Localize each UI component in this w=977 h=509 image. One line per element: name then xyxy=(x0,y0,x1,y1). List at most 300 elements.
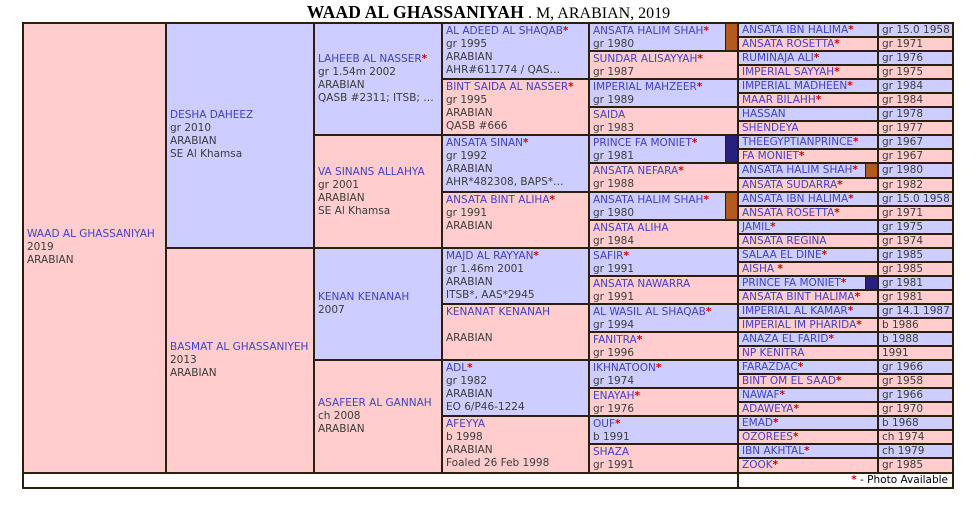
year-cell xyxy=(878,37,953,51)
photo-available-star: * xyxy=(623,249,629,262)
horse-detail: gr 1991 xyxy=(446,206,488,219)
horse-detail: ARABIAN xyxy=(318,191,365,204)
horse-name-link[interactable]: RUMINAJA ALI* xyxy=(742,52,820,65)
pedigree-cell-gen6 xyxy=(738,93,878,107)
horse-name-link[interactable]: ANSATA ROSETTA* xyxy=(742,38,840,51)
horse-detail: gr 1.54m 2002 xyxy=(318,66,396,79)
horse-name-link[interactable]: AL WASIL AL SHAQAB* xyxy=(593,305,712,318)
horse-year: gr 15.0 1958 xyxy=(882,24,950,37)
photo-available-star: * xyxy=(568,81,574,94)
pedigree-cell-gen6 xyxy=(738,23,878,37)
horse-detail: 2007 xyxy=(318,303,345,316)
horse-name-link[interactable]: IMPERIAL MADHEEN* xyxy=(742,80,853,93)
horse-detail: b 1998 xyxy=(446,431,483,444)
photo-available-star: * xyxy=(697,53,703,66)
horse-name-link[interactable]: AFEYYA xyxy=(446,418,486,431)
pedigree-cell-gen6 xyxy=(738,416,878,430)
horse-detail: ARABIAN xyxy=(446,51,493,63)
horse-detail: 2019 xyxy=(27,241,54,254)
horse-name-link[interactable]: ANSATA NEFARA* xyxy=(593,165,684,178)
footer-note-text: - Photo Available xyxy=(856,474,948,486)
horse-name-link[interactable]: WAAD AL GHASSANIYAH xyxy=(27,228,155,241)
pedigree-cell-gen5 xyxy=(589,332,738,360)
photo-available-star: * xyxy=(834,66,840,79)
horse-name-link[interactable]: ENAYAH* xyxy=(593,390,641,403)
pedigree-cell-gen6 xyxy=(738,65,878,79)
pedigree-cell-gen5 xyxy=(589,388,738,416)
horse-detail: ARABIAN xyxy=(446,163,493,176)
photo-available-star: * xyxy=(854,290,861,303)
photo-available-star: * xyxy=(837,178,843,191)
photo-available-star: * xyxy=(779,389,785,402)
horse-year: ch 1979 xyxy=(882,445,925,458)
horse-name-link[interactable]: PRINCE FA MONIET* xyxy=(742,276,847,289)
photo-available-star: * xyxy=(792,431,799,444)
horse-detail: ARABIAN xyxy=(446,219,493,232)
horse-name-link[interactable]: SAIDA xyxy=(593,109,626,122)
horse-year: gr 1985 xyxy=(882,459,924,472)
photo-available-star: * xyxy=(847,304,854,317)
pedigree-cell-gen6 xyxy=(738,178,878,192)
pedigree-cell-gen3 xyxy=(314,248,442,360)
photo-available-star: * xyxy=(770,220,776,233)
year-cell xyxy=(878,178,953,192)
year-cell xyxy=(878,416,953,430)
pedigree-cell-gen4 xyxy=(442,304,589,360)
photo-available-star: * xyxy=(848,24,854,37)
pedigree-cell-gen6 xyxy=(738,220,878,234)
horse-year: gr 1982 xyxy=(882,178,924,191)
horse-name-link[interactable]: ANSATA BINT ALIHA* xyxy=(446,193,555,206)
year-cell xyxy=(878,220,953,234)
year-cell xyxy=(878,163,953,177)
pedigree-cell-gen6 xyxy=(738,262,878,276)
horse-detail: ARABIAN xyxy=(318,79,365,92)
horse-year: gr 1966 xyxy=(882,361,924,374)
pedigree-cell-gen6 xyxy=(738,458,878,472)
horse-year: gr 1984 xyxy=(882,80,924,93)
photo-available-star: * xyxy=(813,52,820,65)
photo-available-star: * xyxy=(856,319,862,331)
photo-available-star: * xyxy=(703,193,709,206)
horse-name-link[interactable]: LAHEEB AL NASSER* xyxy=(318,53,428,66)
horse-name-link[interactable]: BINT OM EL SAAD* xyxy=(742,375,842,388)
horse-detail: SE Al Khamsa xyxy=(170,148,243,161)
horse-detail: gr 1995 xyxy=(446,38,488,50)
photo-available-star: * xyxy=(836,375,842,388)
pedigree-cell-gen6 xyxy=(738,276,878,290)
pedigree-cell-gen1 xyxy=(23,23,166,473)
horse-detail: gr 1.46m 2001 xyxy=(446,262,524,275)
pedigree-cell-gen6 xyxy=(738,374,878,388)
pedigree-cell-gen6 xyxy=(738,360,878,374)
horse-name-link[interactable]: FA MONIET* xyxy=(742,150,805,163)
pedigree-cell-gen5 xyxy=(589,444,738,472)
horse-year: gr 1980 xyxy=(882,164,924,177)
horse-year: gr 1967 xyxy=(882,136,924,149)
photo-available-star: * xyxy=(467,362,473,375)
horse-detail: QASB #2311; ITSB; … xyxy=(318,92,434,105)
horse-detail: gr 1981 xyxy=(593,150,635,163)
horse-name-link[interactable]: FARAZDAC* xyxy=(742,361,804,374)
year-cell xyxy=(878,262,953,276)
horse-year: gr 1974 xyxy=(882,234,924,247)
horse-name-link[interactable]: VA SINANS ALLAHYA xyxy=(318,165,425,178)
color-marker-navy xyxy=(865,276,878,290)
horse-detail: AHR*482308, BAPS*… xyxy=(446,176,564,189)
horse-name-link[interactable]: ANSATA NAWARRA xyxy=(593,277,691,290)
horse-year: gr 1984 xyxy=(882,94,924,107)
pedigree-cell-gen5 xyxy=(589,276,738,304)
horse-name-link[interactable]: ANSATA SINAN* xyxy=(446,137,529,150)
horse-name-link[interactable]: IMPERIAL AL KAMAR* xyxy=(742,304,854,317)
horse-detail: 2013 xyxy=(170,353,197,366)
pedigree-cell-gen3 xyxy=(314,360,442,472)
page-title xyxy=(0,2,977,23)
horse-name-link[interactable]: PRINCE FA MONIET* xyxy=(593,137,698,150)
photo-available-star: * xyxy=(523,137,529,150)
pedigree-cell-gen6 xyxy=(738,290,878,304)
horse-year: gr 1958 xyxy=(882,375,924,388)
color-marker-orange xyxy=(725,23,738,51)
pedigree-cell-gen3 xyxy=(314,135,442,247)
pedigree-cell-gen6 xyxy=(738,206,878,220)
horse-year: 1991 xyxy=(882,347,909,360)
pedigree-cell-gen6 xyxy=(738,192,878,206)
horse-name-link[interactable]: ANSATA HALIM SHAH* xyxy=(593,193,709,206)
horse-name-link[interactable]: KENANAT KENANAH xyxy=(446,305,551,318)
year-cell xyxy=(878,192,953,206)
footer-spacer xyxy=(23,473,738,488)
horse-name-link[interactable]: THEEGYPTIANPRINCE* xyxy=(742,136,859,149)
horse-detail: ARABIAN xyxy=(318,422,365,435)
horse-detail: ARABIAN xyxy=(170,135,217,148)
horse-year: b 1986 xyxy=(882,319,919,331)
horse-detail: ARABIAN xyxy=(446,444,493,457)
horse-detail: b 1991 xyxy=(593,431,630,444)
photo-available-star: * xyxy=(815,94,822,107)
horse-detail: gr 1980 xyxy=(593,38,635,50)
horse-detail: ARABIAN xyxy=(446,331,493,344)
year-cell xyxy=(878,23,953,37)
pedigree-cell-gen5 xyxy=(589,304,738,332)
pedigree-cell-gen5 xyxy=(589,192,738,220)
year-cell xyxy=(878,332,953,346)
horse-year: b 1968 xyxy=(882,417,919,430)
year-cell xyxy=(878,458,953,472)
year-cell xyxy=(878,290,953,304)
color-marker-navy xyxy=(725,135,738,163)
photo-available-star: * xyxy=(772,459,779,472)
horse-year: b 1988 xyxy=(882,333,919,346)
horse-year: gr 1981 xyxy=(882,276,924,289)
photo-available-star: * xyxy=(821,248,828,261)
horse-detail: gr 2010 xyxy=(170,122,212,135)
year-cell xyxy=(878,93,953,107)
pedigree-cell-gen6 xyxy=(738,51,878,65)
photo-available-star: * xyxy=(615,418,621,431)
horse-name-link[interactable]: OUF* xyxy=(593,418,621,431)
photo-available-star: * xyxy=(703,25,709,37)
photo-available-star: * xyxy=(852,164,858,177)
horse-year: gr 1981 xyxy=(882,290,924,303)
photo-available-star: * xyxy=(834,206,840,219)
horse-detail: gr 1991 xyxy=(593,262,635,275)
horse-name-link[interactable]: SHAZA xyxy=(593,446,630,459)
horse-detail: gr 1980 xyxy=(593,206,635,219)
horse-name-link[interactable]: IMPERIAL MAHZEER* xyxy=(593,81,703,94)
horse-detail: ITSB*, AAS*2945 xyxy=(446,288,535,301)
horse-name-link[interactable]: ANSATA HALIM SHAH* xyxy=(593,25,709,37)
year-cell xyxy=(878,79,953,93)
pedigree-cell-gen3 xyxy=(314,23,442,135)
year-cell xyxy=(878,402,953,416)
photo-available-star: * xyxy=(421,53,428,66)
year-cell xyxy=(878,276,953,290)
horse-year: gr 14.1 1987 xyxy=(882,304,950,317)
photo-available-star: * xyxy=(549,193,555,206)
horse-name-link[interactable]: EMAD* xyxy=(742,417,779,430)
horse-detail: ch 2008 xyxy=(318,409,361,422)
pedigree-cell-gen5 xyxy=(589,220,738,248)
year-cell xyxy=(878,346,953,360)
pedigree-cell-gen6 xyxy=(738,135,878,149)
horse-name-link[interactable]: BASMAT AL GHASSANIYEH xyxy=(170,340,309,353)
horse-name-link[interactable]: AL ADEED AL SHAQAB* xyxy=(446,25,569,37)
photo-available-star: * xyxy=(797,361,804,374)
title-suffix: . M, ARABIAN, 2019 xyxy=(527,5,671,22)
horse-year: gr 1976 xyxy=(882,52,924,65)
pedigree-cell-gen6 xyxy=(738,388,878,402)
horse-name-link[interactable]: ANSATA REGINA xyxy=(742,234,827,247)
horse-name-link[interactable]: ANSATA HALIM SHAH* xyxy=(742,164,858,177)
photo-available-star: * xyxy=(851,474,857,486)
year-cell xyxy=(878,135,953,149)
photo-available-star: * xyxy=(777,262,783,275)
photo-available-star: * xyxy=(655,362,662,375)
title-horse-name: WAAD AL GHASSANIYAH xyxy=(306,2,524,22)
photo-available-star: * xyxy=(804,445,810,458)
year-cell xyxy=(878,121,953,135)
horse-detail: gr 1992 xyxy=(446,150,488,163)
horse-name-link[interactable]: IMPERIAL IM PHARIDA* xyxy=(742,319,862,331)
horse-name-link[interactable]: MAJD AL RAYYAN* xyxy=(446,249,539,262)
horse-year: gr 15.0 1958 xyxy=(882,192,950,205)
horse-name-link[interactable]: ADL* xyxy=(446,362,473,375)
pedigree-cell-gen5 xyxy=(589,416,738,444)
horse-year: gr 1978 xyxy=(882,108,924,121)
horse-year: gr 1985 xyxy=(882,262,924,275)
horse-detail: ARABIAN xyxy=(27,254,74,267)
horse-name-link[interactable]: ADAWEYA* xyxy=(742,403,799,416)
horse-name-link[interactable]: KENAN KENANAH xyxy=(318,290,410,303)
horse-year: gr 1977 xyxy=(882,122,924,135)
pedigree-cell-gen5 xyxy=(589,163,738,191)
year-cell xyxy=(878,444,953,458)
horse-year: gr 1971 xyxy=(882,38,924,51)
pedigree-cell-gen6 xyxy=(738,107,878,121)
pedigree-cell-gen6 xyxy=(738,318,878,332)
horse-name-link[interactable]: JAMIL* xyxy=(742,220,776,233)
horse-year: gr 1975 xyxy=(882,220,924,233)
pedigree-cell-gen6 xyxy=(738,121,878,135)
horse-detail: gr 1991 xyxy=(593,290,635,303)
horse-name-link[interactable]: DESHA DAHEEZ xyxy=(170,109,254,122)
horse-detail: ARABIAN xyxy=(446,275,493,288)
horse-year: ch 1974 xyxy=(882,431,925,444)
horse-detail: gr 1974 xyxy=(593,375,635,388)
pedigree-cell-gen5 xyxy=(589,79,738,107)
pedigree-cell-gen6 xyxy=(738,79,878,93)
horse-detail: gr 1994 xyxy=(593,318,635,331)
horse-name-link[interactable]: SAFIR* xyxy=(593,249,629,262)
horse-year: gr 1975 xyxy=(882,66,924,79)
pedigree-cell-gen5 xyxy=(589,51,738,79)
horse-detail: gr 1996 xyxy=(593,347,635,360)
pedigree-cell-gen5 xyxy=(589,360,738,388)
pedigree-cell-gen2 xyxy=(166,23,314,248)
pedigree-cell-gen6 xyxy=(738,304,878,318)
pedigree-cell-gen4 xyxy=(442,360,589,416)
horse-detail: ARABIAN xyxy=(446,107,493,120)
photo-available-star: * xyxy=(562,25,569,37)
horse-detail: gr 1983 xyxy=(593,122,635,135)
horse-detail: gr 1976 xyxy=(593,403,635,416)
horse-detail: ARABIAN xyxy=(170,366,217,379)
photo-available-star: * xyxy=(705,305,712,318)
horse-detail: gr 1988 xyxy=(593,178,635,191)
pedigree-cell-gen5 xyxy=(589,135,738,163)
pedigree-cell-gen4 xyxy=(442,192,589,248)
horse-name-link[interactable]: ANAZA EL FARID* xyxy=(742,333,834,346)
year-cell xyxy=(878,374,953,388)
horse-name-link[interactable]: FANITRA* xyxy=(593,334,643,347)
horse-name-link[interactable]: IKHNATOON* xyxy=(593,362,662,375)
color-marker-orange xyxy=(725,192,738,220)
horse-name-link[interactable]: SALAA EL DINE* xyxy=(742,248,828,261)
horse-detail: Foaled 26 Feb 1998 xyxy=(446,457,550,470)
color-marker-orange xyxy=(865,163,878,177)
pedigree-cell-gen6 xyxy=(738,163,878,177)
year-cell xyxy=(878,149,953,163)
pedigree-cell-gen6 xyxy=(738,149,878,163)
horse-name-link[interactable]: IBN AKHTAL* xyxy=(742,445,810,458)
horse-name-link[interactable]: AISHA * xyxy=(742,262,783,275)
horse-year: gr 1970 xyxy=(882,403,924,416)
year-cell xyxy=(878,206,953,220)
year-cell xyxy=(878,248,953,262)
horse-name-link[interactable]: IMPERIAL SAYYAH* xyxy=(742,66,840,79)
horse-year: gr 1967 xyxy=(882,150,924,163)
horse-name-link[interactable]: ANSATA ALIHA xyxy=(593,221,669,234)
horse-detail: AHR#611774 / QAS… xyxy=(446,64,561,76)
horse-year: gr 1971 xyxy=(882,206,924,219)
photo-available-star: * xyxy=(678,165,684,178)
pedigree-cell-gen6 xyxy=(738,346,878,360)
year-cell xyxy=(878,304,953,318)
horse-name-link[interactable]: ANSATA SUDARRA* xyxy=(742,178,843,191)
horse-detail: EO 6/P46-1224 xyxy=(446,401,525,414)
photo-available-star: * xyxy=(798,150,805,163)
pedigree-cell-gen6 xyxy=(738,430,878,444)
pedigree-cell-gen2 xyxy=(166,248,314,473)
year-cell xyxy=(878,234,953,248)
pedigree-cell-gen6 xyxy=(738,402,878,416)
pedigree-cell-gen5 xyxy=(589,248,738,276)
horse-name-link[interactable]: HASSAN xyxy=(742,108,786,121)
horse-detail: gr 1987 xyxy=(593,66,635,79)
horse-detail: gr 1984 xyxy=(593,234,635,247)
horse-detail: gr 1995 xyxy=(446,94,488,107)
horse-name-link[interactable]: ZOOK* xyxy=(742,459,779,472)
photo-available-star: * xyxy=(696,81,703,94)
horse-name-link[interactable]: MAAR BILAHH* xyxy=(742,94,822,107)
pedigree-table xyxy=(22,22,954,489)
photo-available-star: * xyxy=(691,137,698,150)
horse-detail xyxy=(446,319,585,332)
horse-name-link[interactable]: BINT SAIDA AL NASSER* xyxy=(446,81,574,94)
horse-detail: gr 2001 xyxy=(318,178,360,191)
pedigree-cell-gen5 xyxy=(589,23,738,51)
photo-available-star: * xyxy=(828,333,834,346)
pedigree-cell-gen5 xyxy=(589,107,738,135)
year-cell xyxy=(878,107,953,121)
photo-available-star: * xyxy=(634,390,641,403)
year-cell xyxy=(878,360,953,374)
horse-name-link[interactable]: ANSATA IBN HALIMA* xyxy=(742,24,854,37)
horse-detail: ARABIAN xyxy=(446,388,493,401)
pedigree-cell-gen4 xyxy=(442,248,589,304)
photo-available-star: * xyxy=(772,417,779,430)
photo-available-star: * xyxy=(853,136,859,149)
horse-name-link[interactable]: NP KENITRA xyxy=(742,347,805,360)
year-cell xyxy=(878,51,953,65)
horse-name-link[interactable]: SHENDEYA xyxy=(742,122,799,135)
photo-available-star: * xyxy=(636,334,643,347)
footer-note xyxy=(738,473,953,488)
pedigree-cell-gen4 xyxy=(442,23,589,79)
photo-available-star: * xyxy=(834,38,840,51)
year-cell xyxy=(878,65,953,79)
horse-name-link[interactable]: ASAFEER AL GANNAH xyxy=(318,396,432,409)
photo-available-star: * xyxy=(847,80,853,93)
pedigree-cell-gen6 xyxy=(738,37,878,51)
horse-detail: gr 1989 xyxy=(593,94,635,107)
horse-detail: QASB #666 xyxy=(446,120,508,133)
year-cell xyxy=(878,430,953,444)
horse-name-link[interactable]: ANSATA IBN HALIMA* xyxy=(742,192,854,205)
horse-detail: gr 1982 xyxy=(446,375,488,388)
horse-detail: SE Al Khamsa xyxy=(318,204,391,217)
horse-detail: gr 1991 xyxy=(593,459,635,472)
photo-available-star: * xyxy=(848,192,854,205)
photo-available-star: * xyxy=(533,249,539,262)
pedigree-cell-gen4 xyxy=(442,135,589,191)
photo-available-star: * xyxy=(793,403,799,416)
horse-year: gr 1966 xyxy=(882,389,924,402)
pedigree-cell-gen6 xyxy=(738,234,878,248)
year-cell xyxy=(878,388,953,402)
photo-available-star: * xyxy=(840,276,847,289)
horse-name-link[interactable]: ANSATA ROSETTA* xyxy=(742,206,840,219)
horse-name-link[interactable]: SUNDAR ALISAYYAH* xyxy=(593,53,703,66)
pedigree-cell-gen6 xyxy=(738,332,878,346)
horse-year: gr 1985 xyxy=(882,248,924,261)
pedigree-cell-gen6 xyxy=(738,248,878,262)
horse-name-link[interactable]: OZOREES* xyxy=(742,431,799,444)
horse-name-link[interactable]: ANSATA BINT HALIMA* xyxy=(742,290,861,303)
horse-name-link[interactable]: NAWAF* xyxy=(742,389,785,402)
